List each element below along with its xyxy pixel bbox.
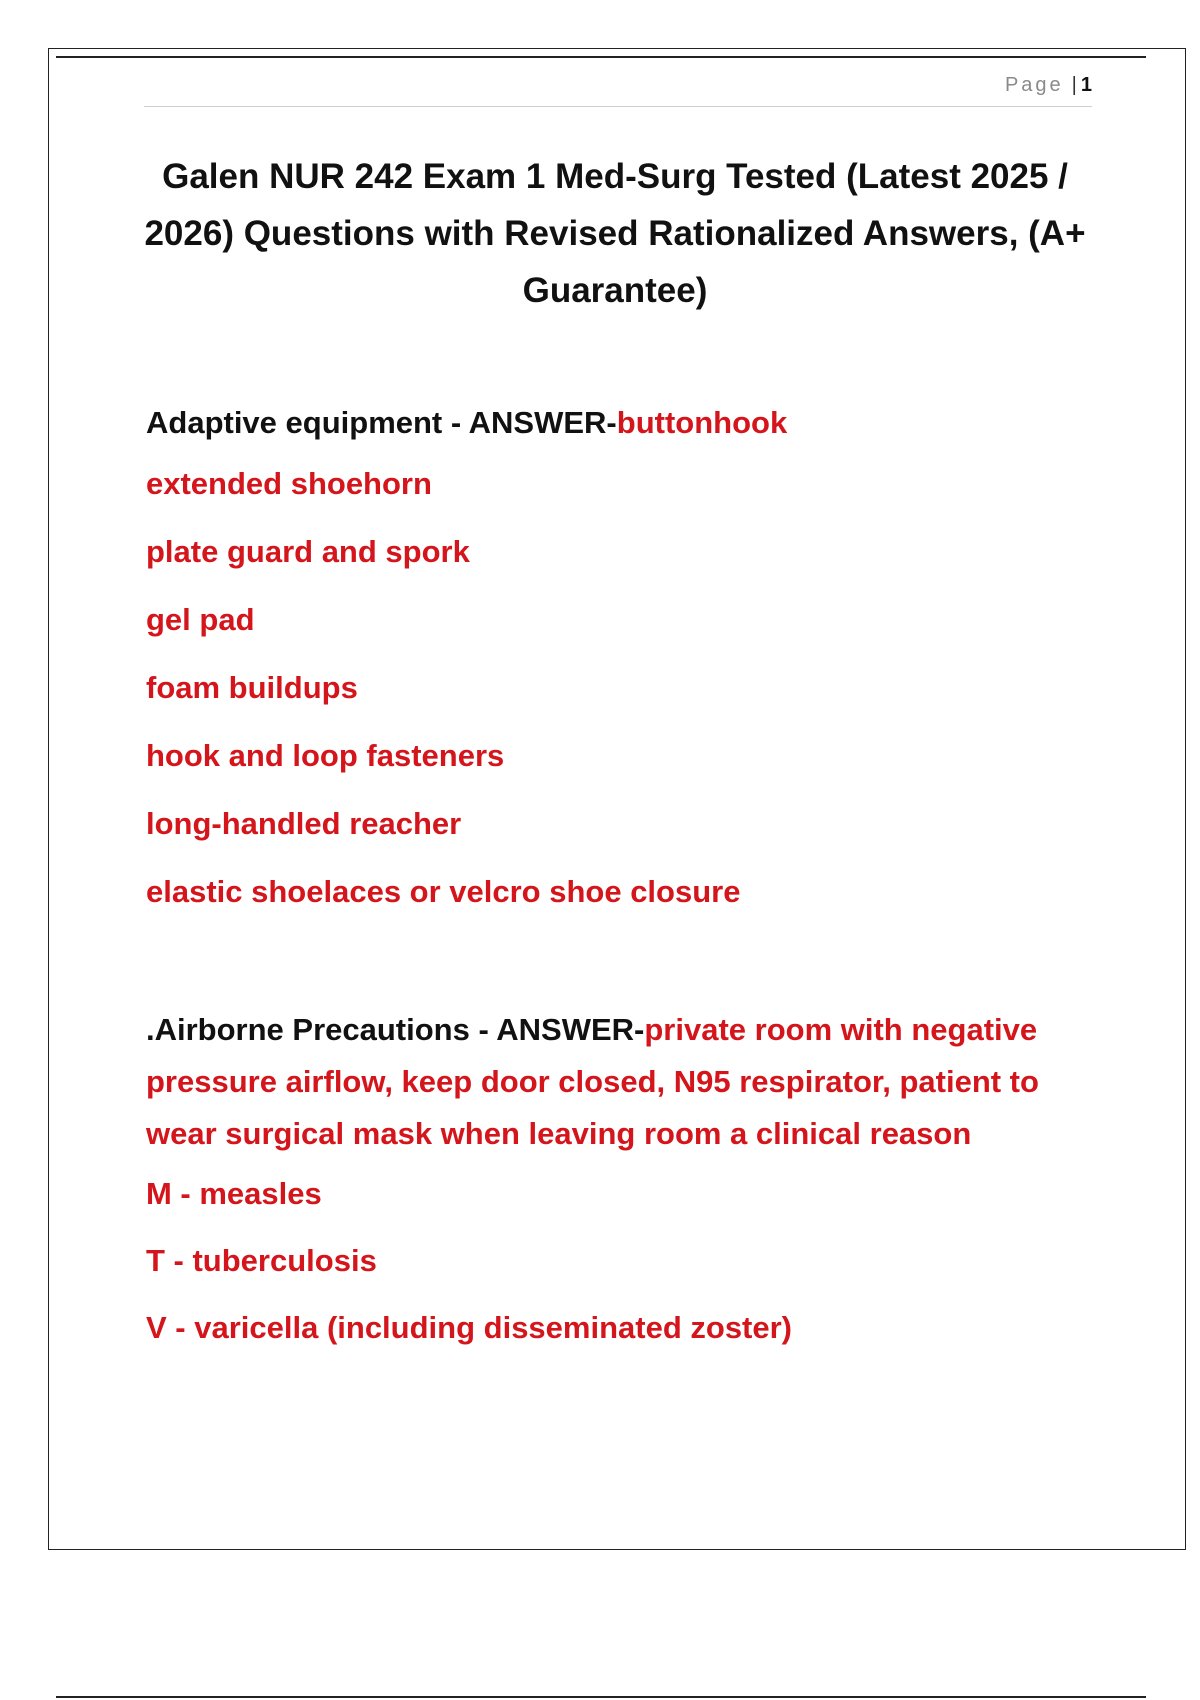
top-rule [56, 56, 1146, 58]
question-term: Adaptive equipment - ANSWER- [146, 405, 617, 440]
answer-first: private room with negative pressure airflow, keep door closed, N95 respirator, patient to wear surgical mask when leaving room a clinical reason [146, 1012, 1039, 1151]
answer-line: T - tuberculosis [146, 1243, 377, 1278]
answer-line: plate guard and spork [146, 534, 470, 569]
answer-line: long-handled reacher [146, 806, 462, 841]
document-title: Galen NUR 242 Exam 1 Med-Surg Tested (Latest 2025 / 2026) Questions with Revised Rationalized Answers, (A+ Guarantee) [144, 157, 1086, 310]
question-term: .Airborne Precautions - ANSWER- [146, 1012, 645, 1047]
question-adaptive-equipment [146, 396, 1096, 926]
page-number-value: 1 [1080, 74, 1092, 96]
header-rule [144, 106, 1092, 107]
page-separator: | [1071, 74, 1077, 96]
question-line [146, 1004, 1096, 1160]
answer-line: extended shoehorn [146, 466, 432, 501]
question-airborne-precautions [146, 1004, 1096, 1361]
answer-line: gel pad [146, 602, 255, 637]
question-line [146, 396, 1096, 450]
bottom-rule [56, 1696, 1146, 1698]
answer-line: M - measles [146, 1176, 322, 1211]
answer-first: buttonhook [616, 405, 788, 440]
answer-line: hook and loop fasteners [146, 738, 505, 773]
page-number [1005, 74, 1092, 97]
answer-line: V - varicella (including disseminated zoster) [146, 1310, 793, 1345]
answer-line: foam buildups [146, 670, 358, 705]
page-label: Page [1004, 74, 1064, 96]
answer-line: elastic shoelaces or velcro shoe closure [146, 874, 741, 909]
